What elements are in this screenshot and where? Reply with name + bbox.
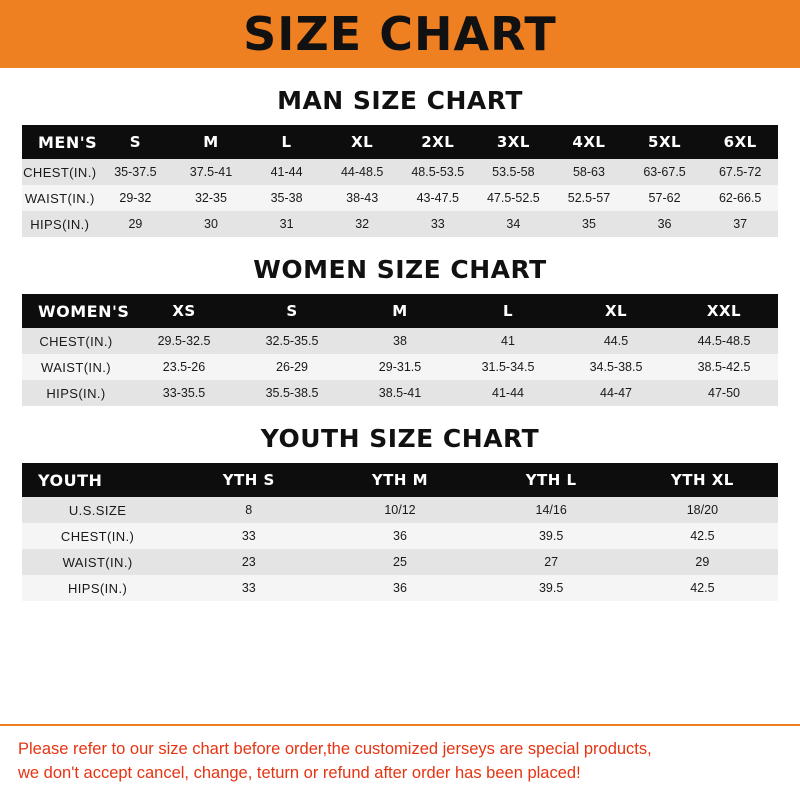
row-label: CHEST(IN.)	[23, 164, 97, 180]
table-cell: 32.5-35.5	[265, 334, 319, 348]
row-label: U.S.SIZE	[68, 502, 127, 518]
chart-content	[0, 68, 800, 724]
table-cell: 41	[501, 334, 515, 348]
table-cell: 37.5-41	[189, 165, 233, 179]
table-cell: 25	[393, 555, 407, 569]
column-header: 4XL	[572, 133, 606, 151]
table-cell: 35-38	[270, 191, 303, 205]
column-header: S	[286, 302, 298, 320]
table-cell: 41-44	[492, 386, 524, 400]
women-size-section	[22, 247, 778, 406]
women-section-title: WOMEN SIZE CHART	[253, 255, 547, 284]
table-cell: 44.5-48.5	[697, 334, 751, 348]
table-cell: 36	[393, 529, 407, 543]
column-header: L	[281, 133, 292, 151]
table-row	[22, 185, 778, 211]
women-size-table	[22, 294, 778, 406]
row-label: WAIST(IN.)	[41, 359, 111, 375]
youth-size-table	[22, 463, 778, 601]
column-header: XL	[604, 302, 628, 320]
row-label: HIPS(IN.)	[30, 216, 90, 232]
table-cell: 23.5-26	[162, 360, 206, 374]
row-label: WAIST(IN.)	[62, 554, 133, 570]
table-row	[22, 380, 778, 406]
table-cell: 29	[695, 555, 710, 569]
row-label: HIPS(IN.)	[67, 580, 128, 596]
footer-note	[0, 724, 800, 800]
column-header: YTH L	[525, 471, 577, 489]
column-header: YTH M	[371, 471, 429, 489]
column-header: M	[392, 302, 408, 320]
table-cell: 62-66.5	[718, 191, 762, 205]
table-cell: 31	[279, 217, 294, 231]
table-cell: 52.5-57	[567, 191, 611, 205]
table-cell: 47.5-52.5	[486, 191, 540, 205]
table-cell: 27	[544, 555, 559, 569]
table-cell: 38-43	[346, 191, 379, 205]
table-cell: 35.5-38.5	[265, 386, 319, 400]
column-header: M	[203, 133, 219, 151]
table-row	[22, 354, 778, 380]
table-cell: 33	[241, 529, 256, 543]
table-cell: 38.5-42.5	[697, 360, 751, 374]
column-header: YTH XL	[670, 471, 734, 489]
table-cell: 34.5-38.5	[589, 360, 643, 374]
youth-section-title: YOUTH SIZE CHART	[260, 424, 540, 453]
column-header: XXL	[706, 302, 742, 320]
table-cell: 29-31.5	[378, 360, 422, 374]
table-header-row	[22, 125, 778, 159]
row-label: CHEST(IN.)	[60, 528, 135, 544]
table-cell: 63-67.5	[643, 165, 686, 179]
table-row	[22, 497, 778, 523]
table-cell: 39.5	[538, 529, 564, 543]
table-cell: 37	[733, 217, 748, 231]
table-cell: 53.5-58	[492, 165, 535, 179]
table-header-row	[22, 463, 778, 497]
row-label: WAIST(IN.)	[24, 190, 95, 206]
page-title: SIZE CHART	[243, 7, 557, 61]
table-cell: 57-62	[648, 191, 681, 205]
table-header-row	[22, 294, 778, 328]
column-header: 5XL	[648, 133, 682, 151]
footer-note-line-1: Please refer to our size chart before order,the customized jerseys are special products,	[18, 740, 652, 759]
table-cell: 38	[393, 334, 407, 348]
header-band	[0, 0, 800, 68]
table-cell: 30	[204, 217, 218, 231]
table-cell: 38.5-41	[378, 386, 422, 400]
men-size-table	[22, 125, 778, 237]
table-cell: 33-35.5	[162, 386, 206, 400]
footer-note-line-2: we don't accept cancel, change, teturn or refund after order has been placed!	[18, 764, 581, 783]
table-row	[22, 159, 778, 185]
table-cell: 48.5-53.5	[411, 165, 465, 179]
table-row	[22, 328, 778, 354]
table-cell: 14/16	[535, 503, 567, 517]
column-header: YTH S	[222, 471, 275, 489]
table-cell: 39.5	[538, 581, 564, 595]
table-cell: 36	[657, 217, 672, 231]
table-row	[22, 575, 778, 601]
table-cell: 43-47.5	[416, 191, 459, 205]
table-cell: 44-47	[600, 386, 632, 400]
men-size-section	[22, 78, 778, 237]
column-header: 6XL	[723, 133, 757, 151]
women-row-label-header: WOMEN'S	[38, 301, 130, 321]
men-row-label-header: MEN'S	[38, 132, 98, 152]
table-cell: 23	[241, 555, 256, 569]
table-row	[22, 549, 778, 575]
table-cell: 44-48.5	[340, 165, 384, 179]
table-cell: 29	[128, 217, 143, 231]
table-cell: 42.5	[690, 529, 715, 543]
table-cell: 67.5-72	[718, 165, 762, 179]
table-cell: 47-50	[708, 386, 740, 400]
table-cell: 18/20	[686, 503, 719, 517]
row-label: HIPS(IN.)	[46, 385, 106, 401]
table-cell: 34	[506, 217, 521, 231]
table-cell: 32	[355, 217, 370, 231]
table-cell: 42.5	[690, 581, 715, 595]
table-cell: 32-35	[194, 191, 227, 205]
column-header: 3XL	[496, 133, 530, 151]
table-cell: 35	[582, 217, 596, 231]
column-header: L	[502, 302, 514, 320]
table-cell: 33	[430, 217, 445, 231]
table-cell: 41-44	[270, 165, 303, 179]
table-row	[22, 523, 778, 549]
table-row	[22, 211, 778, 237]
table-cell: 29.5-32.5	[157, 334, 211, 348]
table-cell: 29-32	[119, 191, 152, 205]
table-cell: 10/12	[384, 503, 416, 517]
table-cell: 36	[393, 581, 407, 595]
table-cell: 26-29	[276, 360, 308, 374]
column-header: XS	[172, 302, 196, 320]
men-section-title: MAN SIZE CHART	[277, 86, 523, 115]
youth-size-section	[22, 416, 778, 601]
youth-row-label-header: YOUTH	[38, 470, 103, 490]
row-label: CHEST(IN.)	[39, 333, 113, 349]
column-header: S	[129, 133, 142, 151]
table-cell: 33	[241, 581, 256, 595]
table-cell: 31.5-34.5	[481, 360, 535, 374]
table-cell: 58-63	[572, 165, 605, 179]
column-header: XL	[351, 133, 374, 151]
table-cell: 8	[245, 503, 253, 517]
table-cell: 44.5	[603, 334, 629, 348]
column-header: 2XL	[421, 133, 455, 151]
table-cell: 35-37.5	[114, 165, 157, 179]
